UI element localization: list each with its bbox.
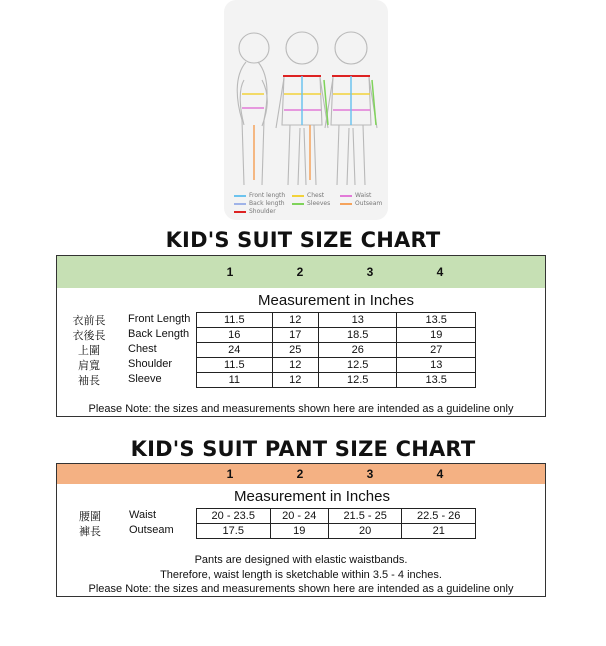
table-cell: 17.5	[197, 524, 271, 539]
table-cell: 16	[197, 328, 273, 343]
table-cell: 22.5 - 26	[402, 509, 476, 524]
suit-row-label: Front Length	[128, 313, 191, 325]
table-cell: 13	[318, 313, 397, 328]
table-cell: 12.5	[318, 373, 397, 388]
table-cell: 24	[197, 343, 273, 358]
table-cell: 11.5	[197, 313, 273, 328]
table-cell: 25	[272, 343, 318, 358]
table-cell: 11.5	[197, 358, 273, 373]
pant-row-label: Waist	[129, 509, 157, 521]
pant-measurement-heading: Measurement in Inches	[234, 488, 390, 505]
table-cell: 13.5	[397, 313, 476, 328]
pant-row-cjk: 腰圍	[79, 510, 101, 523]
child-figures-image	[224, 0, 388, 190]
suit-size-2: 2	[296, 265, 304, 279]
table-cell: 17	[272, 328, 318, 343]
suit-size-1: 1	[226, 265, 234, 279]
table-row	[197, 524, 476, 539]
suit-row-label: Back Length	[128, 328, 190, 340]
table-cell: 13.5	[397, 373, 476, 388]
suit-row-label: Sleeve	[128, 373, 162, 385]
pant-size-4: 4	[436, 467, 444, 481]
legend-back-length: Back length	[234, 200, 285, 207]
table-row	[197, 328, 476, 343]
suit-row-label: Shoulder	[128, 358, 173, 370]
table-cell: 12	[272, 373, 318, 388]
pant-size-3: 3	[366, 467, 374, 481]
table-row	[197, 313, 476, 328]
table-cell: 12	[272, 313, 318, 328]
pant-size-chart	[56, 463, 546, 597]
suit-row-cjk: 袖長	[78, 374, 100, 387]
table-row	[197, 373, 476, 388]
suit-size-chart	[56, 255, 546, 417]
pant-row-label: Outseam	[129, 524, 174, 536]
pant-guideline-note: Please Note: the sizes and measurements shown here are intended as a guideline only	[88, 583, 514, 595]
pant-row-cjk: 褲長	[79, 525, 101, 538]
table-cell: 20 - 24	[270, 509, 328, 524]
table-cell: 21.5 - 25	[328, 509, 402, 524]
suit-size-4: 4	[436, 265, 444, 279]
suit-row-cjk: 衣前長	[72, 314, 106, 327]
table-row	[197, 509, 476, 524]
pant-size-2: 2	[296, 467, 304, 481]
pant-size-1: 1	[226, 467, 234, 481]
suit-guideline-note: Please Note: the sizes and measurements shown here are intended as a guideline only	[88, 403, 514, 415]
pant-measurement-table	[196, 508, 476, 539]
table-cell: 20 - 23.5	[197, 509, 271, 524]
suit-size-3: 3	[366, 265, 374, 279]
suit-chart-title: KID'S SUIT SIZE CHART	[165, 228, 441, 252]
table-cell: 20	[328, 524, 402, 539]
table-cell: 26	[318, 343, 397, 358]
table-cell: 11	[197, 373, 273, 388]
pant-waist-note: Therefore, waist length is sketchable within 3.5 - 4 inches.	[160, 569, 442, 581]
pant-chart-title: KID'S SUIT PANT SIZE CHART	[130, 437, 476, 461]
suit-row-cjk: 上圍	[78, 344, 100, 357]
suit-measurement-heading: Measurement in Inches	[258, 292, 414, 309]
table-cell: 13	[397, 358, 476, 373]
table-cell: 12.5	[318, 358, 397, 373]
table-cell: 19	[270, 524, 328, 539]
legend-waist: Waist	[340, 192, 371, 199]
legend-front-length: Front length	[234, 192, 285, 199]
measurement-illustration	[224, 0, 388, 220]
table-cell: 18.5	[318, 328, 397, 343]
table-cell: 19	[397, 328, 476, 343]
suit-row-cjk: 肩寬	[78, 359, 100, 372]
table-row	[197, 343, 476, 358]
table-row	[197, 358, 476, 373]
table-cell: 27	[397, 343, 476, 358]
legend-sleeves: Sleeves	[292, 200, 330, 207]
table-cell: 12	[272, 358, 318, 373]
legend-chest: Chest	[292, 192, 324, 199]
suit-row-label: Chest	[128, 343, 157, 355]
legend-outseam: Outseam	[340, 200, 382, 207]
suit-measurement-table	[196, 312, 476, 388]
suit-row-cjk: 衣後長	[72, 329, 106, 342]
pant-elastic-note: Pants are designed with elastic waistbands.	[194, 554, 408, 566]
table-cell: 21	[402, 524, 476, 539]
legend-shoulder: Shoulder	[234, 208, 276, 215]
